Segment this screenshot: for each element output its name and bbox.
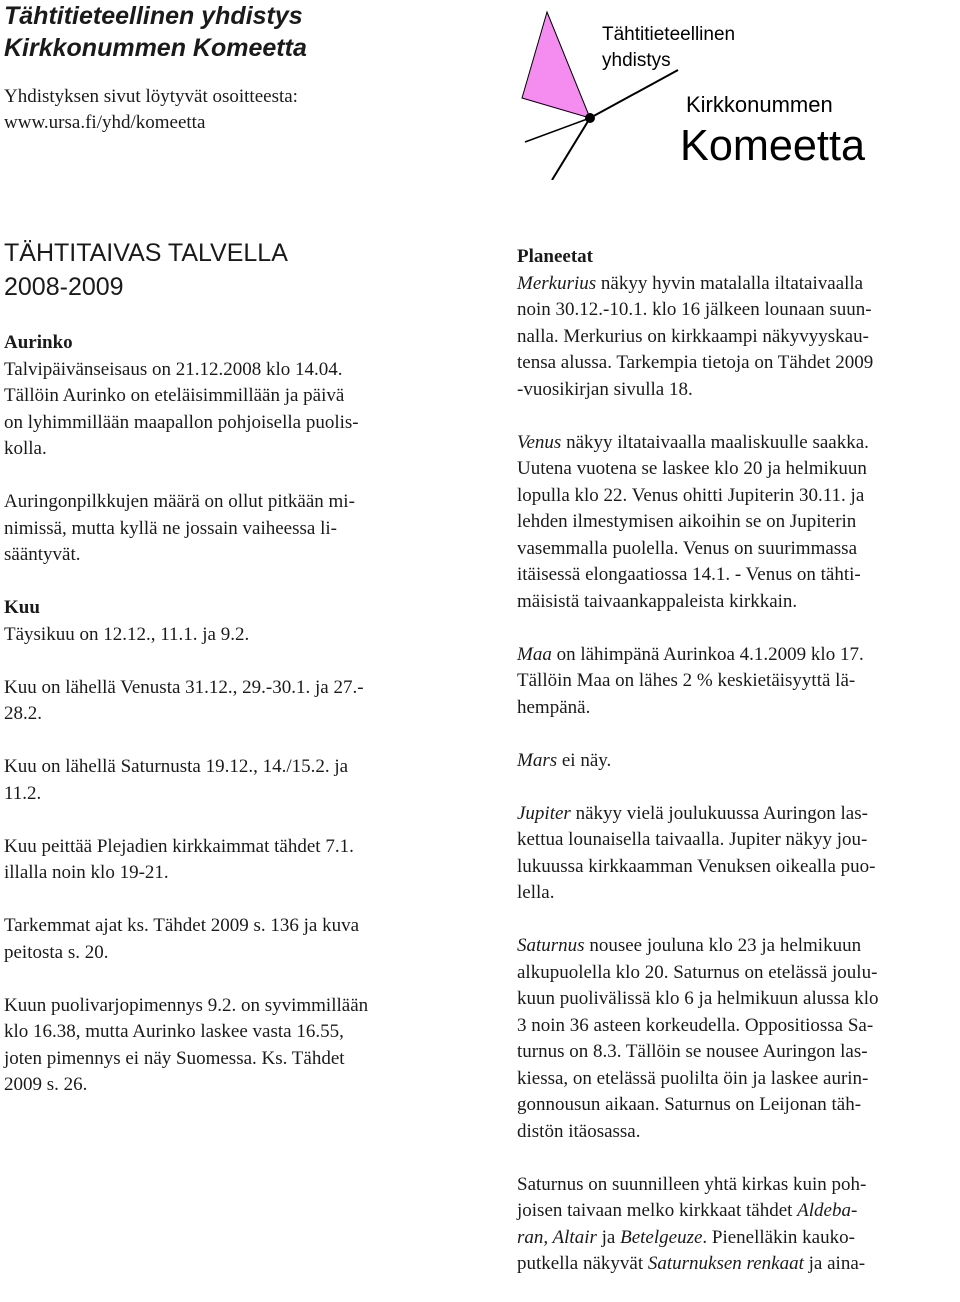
jupiter-text: näkyy vielä joulukuussa Auringon las- kettua lounaisella taivaalla. Jupiter näkyy jou- lukuussa kirkkaamman Venuksen oikealla puo- lella. [517,802,876,903]
organization-title-line2: Kirkkonummen Komeetta [4,34,307,62]
jupiter-name: Jupiter [517,802,571,824]
comet-nucleus [585,113,595,123]
last-text-4: ja aina- [803,1253,866,1274]
comet-tail-shape [522,12,590,118]
merkurius-text: näkyy hyvin matalalla iltataivaalla noin 30.12.-10.1. klo 16 jälkeen lounaan suun- nalla. Merkurius on kirkkaampi näkyvyyskau- tensa alussa. Tarkempia tietoja on Tähdet 2009 -vuosikirjan sivulla 18. [517,272,874,400]
venus-text: näkyy iltataivaalla maaliskuulle saakka. Uutena vuotena se laskee klo 20 ja helmikuun lopulla klo 22. Venus ohitti Jupiterin 30.11. ja lehden ilmestymisen aikoihin se on Jupiterin vasemmalla puolella. Venus on suurimmassa itäisessä elongaatiossa 14.1. - Venus on tähti- mäisistä taivaankappaleista kirkkain. [517,431,869,612]
merkurius-paragraph [517,271,960,404]
maa-name: Maa [517,643,552,665]
kuu-paragraph-1: Täysikuu on 12.12., 11.1. ja 9.2. [4,623,250,645]
venus-name: Venus [517,431,562,453]
jupiter-paragraph [517,801,960,907]
aurinko-heading: Aurinko [4,332,73,353]
mars-name: Mars [517,749,558,771]
merkurius-name: Merkurius [517,272,597,294]
comet-ray-left [525,118,590,142]
organization-title [4,0,307,64]
kuu-paragraph-4: Kuu peittää Plejadien kirkkaimmat tähdet 7.1. illalla noin klo 19-21. [4,835,354,883]
kuu-paragraph-3: Kuu on lähellä Saturnusta 19.12., 14./15.2. ja 11.2. [4,756,349,804]
saturnus-text: nousee jouluna klo 23 ja helmikuun alkupuolella klo 20. Saturnus on etelässä joulu- kuun puolivälissä klo 6 ja helmikuun alussa klo 3 noin 36 asteen korkeudella. Oppositiossa Sa- turnus on 8.3. Tällöin se nousee Auringon las- kiessa, on etelässä puolilta öin ja laskee aurin- gonnousun aikaan. Saturnus on Leijonan täh- distön itäosassa. [517,935,879,1142]
site-intro-text: Yhdistyksen sivut löytyvät osoitteesta: [4,86,298,107]
komeetta-logo [520,10,880,180]
kuu-paragraph-5: Tarkemmat ajat ks. Tähdet 2009 s. 136 ja kuva peitosta s. 20. [4,915,360,963]
left-column [4,330,474,1125]
comet-line-lower [552,118,590,180]
maa-paragraph [517,642,960,722]
right-column [517,244,960,1278]
kuu-heading: Kuu [4,597,40,618]
mars-paragraph [517,748,960,775]
logo-text-line1: Tähtitieteellinen [602,24,736,45]
article-title-line1: TÄHTITAIVAS TALVELLA [4,239,288,267]
kuu-paragraph-2: Kuu on lähellä Venusta 31.12., 29.-30.1. ja 27.- 28.2. [4,676,364,724]
saturnus-brightness-paragraph [517,1172,960,1278]
star-name-betelgeuze: Betelgeuze [620,1226,703,1248]
organization-title-line1: Tähtitieteellinen yhdistys [4,2,303,30]
logo-text-line3: Kirkkonummen [686,92,833,117]
maa-text: on lähimpänä Aurinkoa 4.1.2009 klo 17. Tällöin Maa on lähes 2 % keskietäisyyttä lä- hempänä. [517,643,864,718]
logo-text-line4: Komeetta [680,121,866,170]
last-text-3: . Pienelläkin kauko- putkella näkyvät [517,1226,855,1274]
star-names-aldebaran-altair: Aldeba- ran, Altair [517,1200,858,1248]
aurinko-paragraph-1: Talvipäivänseisaus on 21.12.2008 klo 14.04. Tällöin Aurinko on eteläisimmillään ja päivä on lyhimmillään maapallon pohjoisella puolis- kolla. [4,358,359,459]
last-text-1: Saturnus on suunnilleen yhtä kirkas kuin poh- joisen taivaan melko kirkkaat tähdet [517,1173,867,1221]
last-text-2: ja [596,1226,621,1248]
kuu-paragraph-6: Kuun puolivarjopimennys 9.2. on syvimmillään klo 16.38, mutta Aurinko laskee vasta 16.55, joten pimennys ei näy Suomessa. Ks. Tähdet 2009 s. 26. [4,994,369,1095]
saturnus-name: Saturnus [517,935,585,956]
saturn-rings-term: Saturnuksen renkaat [647,1253,804,1274]
aurinko-paragraph-2: Auringonpilkkujen määrä on ollut pitkään mi- nimissä, mutta kyllä ne jossain vaiheessa li- sääntyvät. [4,491,355,565]
comet-line [590,70,678,118]
site-info [4,84,298,136]
site-url-link[interactable]: www.ursa.fi/yhd/komeetta [4,112,206,133]
article-title-line2: 2008-2009 [4,273,124,301]
saturnus-paragraph [517,933,960,1145]
mars-text: ei näy. [557,749,612,771]
venus-paragraph [517,430,960,616]
logo-text-line2: yhdistys [602,50,671,71]
planeetat-heading: Planeetat [517,246,593,267]
article-title [4,236,288,304]
